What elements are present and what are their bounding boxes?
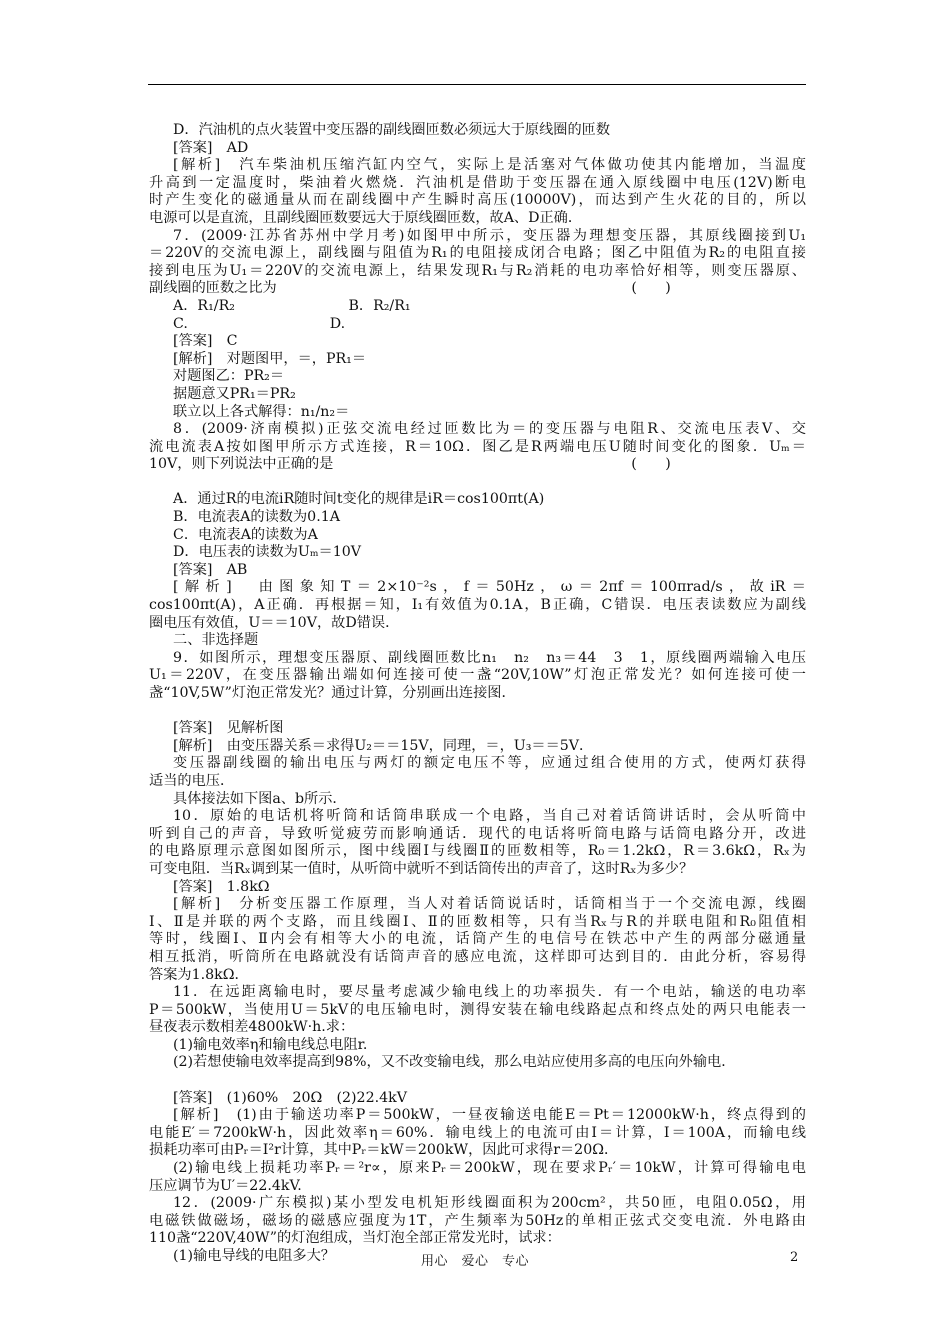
- text-line: 10．原始的电话机将听筒和话筒串联成一个电路，当自己对着话筒讲话时，会从听筒中: [173, 808, 806, 825]
- text-line: [答案] AD: [173, 139, 249, 156]
- text-line: 损耗功率可由Pᵣ＝I²r计算，其中Pᵣ＝kW＝200kW，因此可求得r＝20Ω．: [149, 1142, 619, 1159]
- text-line: 圈电压有效值，U＝＝10V，故D错误．: [149, 614, 400, 631]
- text-line: C. D.: [173, 315, 346, 332]
- text-line: 昼夜表示数相差4800kW·h.求：: [149, 1019, 355, 1036]
- text-line: 副线圈的匝数之比为 ( ): [149, 280, 671, 297]
- text-line: 接到电压为U₁＝220V的交流电源上，结果发现R₁与R₂消耗的电功率恰好相等，则变压器原、: [149, 262, 806, 279]
- text-line: D．电压表的读数为Uₘ＝10V: [173, 544, 362, 561]
- text-line: 可变电阻．当Rₓ调到某一值时，从听筒中就听不到话筒传出的声音了，这时Rₓ为多少？: [149, 860, 694, 877]
- text-line: [解析] (1)由于输送功率P＝500kW，一昼夜输送电能E＝Pt＝12000kW·h，终点得到的: [173, 1107, 806, 1124]
- text-line: [答案] 1.8kΩ: [173, 878, 270, 895]
- text-line: ＝220V的交流电源上，副线圈与阻值为R₁的电阻接成闭合电路；图乙中阻值为R₂的电阻直接: [149, 245, 806, 262]
- text-line: D．汽油机的点火装置中变压器的副线圈匝数必须远大于原线圈的匝数: [173, 122, 611, 138]
- page-number: 2: [790, 1250, 799, 1265]
- text-line: 等时，线圈Ⅰ、Ⅱ内会有相等大小的电流，话筒产生的电信号在铁芯中产生的两部分磁通量: [149, 931, 806, 948]
- text-line: B．电流表A的读数为0.1A: [173, 509, 340, 526]
- text-line: 盏“10V,5W”灯泡正常发光？通过计算，分别画出连接图．: [149, 685, 516, 701]
- text-line: (2)输电线上损耗功率Pᵣ＝²r∝，原来Pᵣ＝200kW，现在要求Pᵣ′＝10kW，计算可得输电电: [173, 1160, 806, 1177]
- text-line: 对题图乙：PR₂＝: [173, 368, 285, 385]
- text-line: 变压器副线圈的输出电压与两灯的额定电压不等，应通过组合使用的方式，使两灯获得: [173, 755, 806, 772]
- text-line: [解析] 汽车柴油机压缩汽缸内空气，实际上是活塞对气体做功使其内能增加，当温度: [173, 157, 806, 174]
- text-line: [解析] 对题图甲，＝，PR₁＝: [173, 350, 367, 367]
- text-line: A．通过R的电流iR随时间t变化的规律是iR＝cos100πt(A): [173, 491, 545, 508]
- text-line: (1)输电效率η和输电线总电阻r.: [173, 1036, 368, 1053]
- text-line: [答案] C: [173, 333, 238, 350]
- text-line: 二、非选择题: [173, 632, 259, 649]
- text-line: 听到自己的声音，导致听觉疲劳而影响通话．现代的电话将听筒电路与话筒电路分开，改进: [149, 825, 806, 842]
- text-line: 7．(2009·江苏省苏州中学月考)如图甲中所示，变压器为理想变压器，其原线圈接到U₁: [173, 227, 806, 244]
- text-line: 10V，则下列说法中正确的是 ( ): [149, 456, 671, 473]
- text-line: 110盏“220V,40W”的灯泡组成，当灯泡全部正常发光时，试求：: [149, 1230, 561, 1247]
- text-line: P＝500kW，当使用U＝5kV的电压输电时，测得安装在输电线路起点和终点处的两只电能表一: [149, 1001, 806, 1018]
- text-line: [答案] (1)60% 20Ω (2)22.4kV: [173, 1089, 407, 1106]
- text-line: 电磁铁做磁场，磁场的磁感应强度为1T，产生频率为50Hz的单相正弦式交变电流．外电路由: [149, 1212, 806, 1229]
- header-rule: [148, 84, 806, 85]
- text-line: 9．如图所示，理想变压器原、副线圈匝数比n₁ n₂ n₃＝44 3 1，原线圈两端输入电压: [173, 649, 806, 666]
- text-line: 具体接法如下图a、b所示．: [173, 790, 347, 807]
- text-line: 电源可以是直流，且副线圈匝数要远大于原线圈匝数，故A、D正确．: [149, 209, 583, 226]
- text-line: 的电路原理示意图如图所示，图中线圈Ⅰ与线圈Ⅱ的匝数相等，R₀＝1.2kΩ，R＝3.6kΩ，Rₓ为: [149, 843, 806, 860]
- text-line: 升高到一定温度时，柴油着火燃烧．汽油机是借助于变压器在通入原线圈中电压(12V)断电: [149, 174, 806, 191]
- text-line: [解析] 由图象知T＝2×10⁻²s，f＝50Hz，ω＝2πf＝100πrad/s，故iR＝: [173, 579, 806, 596]
- blank-line: [173, 703, 806, 721]
- text-line: [解析] 由变压器关系＝求得U₂＝＝15V，同理，＝，U₃＝＝5V．: [173, 737, 594, 754]
- document-body: [149, 122, 806, 1266]
- blank-line: [173, 1072, 806, 1090]
- text-line: 8．(2009·济南模拟)正弦交流电经过匝数比为＝的变压器与电阻R、交流电压表V、交: [173, 421, 806, 438]
- text-line: 时产生变化的磁通量从而在副线圈中产生瞬时高压(10000V)，而达到产生火花的目的，所以: [149, 192, 806, 209]
- footer-slogan: 用心 爱心 专心: [420, 1254, 529, 1269]
- text-line: 联立以上各式解得：n₁/n₂＝: [173, 403, 350, 420]
- text-line: 相互抵消，听筒所在电路就没有话筒声音的感应电流，这样即可达到目的．由此分析，容易得: [149, 948, 806, 965]
- text-line: A．R₁/R₂ B．R₂/R₁: [173, 297, 411, 314]
- text-line: 据题意又PR₁＝PR₂: [173, 385, 296, 402]
- text-line: 流电流表A按如图甲所示方式连接，R＝10Ω．图乙是R两端电压U随时间变化的图象．Uₘ＝: [149, 438, 806, 455]
- blank-line: [173, 474, 806, 492]
- text-line: 11．在远距离输电时，要尽量考虑减少输电线上的功率损失．有一个电站，输送的电功率: [173, 984, 806, 1001]
- text-line: [答案] 见解析图: [173, 720, 284, 737]
- text-line: 答案为1.8kΩ．: [149, 966, 249, 983]
- text-line: Ⅰ、Ⅱ是并联的两个支路，而且线圈Ⅰ、Ⅱ的匝数相等，只有当Rₓ与R的并联电阻和R₀阻值相: [149, 913, 806, 930]
- text-line: 压应调节为U′＝22.4kV.: [149, 1177, 302, 1194]
- text-line: U₁＝220V，在变压器输出端如何连接可使一盏“20V,10W”灯泡正常发光？如何连接可使一: [149, 667, 806, 684]
- text-line: (1)输电导线的电阻多大？: [173, 1248, 335, 1264]
- text-line: 12．(2009·广东模拟)某小型发电机矩形线圈面积为200cm²，共50匝，电阻0.05Ω，用: [173, 1195, 806, 1212]
- text-line: cos100πt(A)，A正确．再根据＝知，I₁有效值为0.1A，B正确，C错误．电压表读数应为副线: [149, 597, 806, 614]
- text-line: 电能E′＝7200kW·h，因此效率η＝60%．输电线上的电流可由I＝计算，I＝100A，而输电线: [149, 1124, 806, 1141]
- text-line: C．电流表A的读数为A: [173, 526, 318, 543]
- text-line: [解析] 分析变压器工作原理，当人对着话筒说话时，话筒相当于一个交流电源，线圈: [173, 896, 806, 913]
- text-line: 适当的电压．: [149, 772, 235, 789]
- text-line: (2)若想使输电效率提高到98%，又不改变输电线，那么电站应使用多高的电压向外输电．: [173, 1054, 736, 1071]
- text-line: [答案] AB: [173, 561, 248, 578]
